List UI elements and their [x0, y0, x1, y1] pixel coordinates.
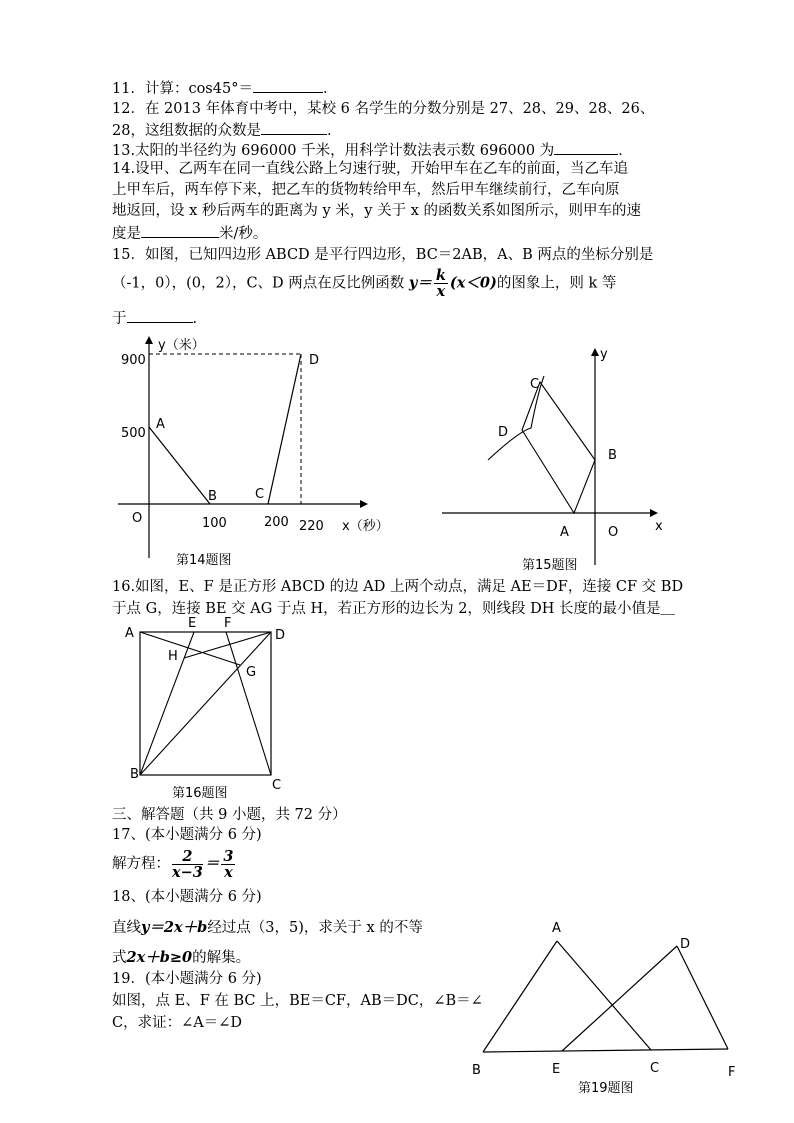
question-18-line1: [112, 918, 423, 938]
fig15-y-label: y: [600, 347, 608, 362]
fig14-tick-220: 220: [299, 519, 324, 534]
fig15-origin: O: [608, 525, 619, 540]
question-18-heading: 18、(本小题满分 6 分): [112, 889, 262, 905]
fig16-point-d: D: [275, 628, 286, 643]
q15-func-cond: (x＜0): [449, 274, 497, 292]
fig14-point-c: C: [255, 487, 265, 502]
fig14-tick-500: 500: [121, 426, 146, 441]
question-15-line3: [112, 308, 197, 329]
fig15-x-label: x: [655, 519, 663, 534]
fig14-tick-200: 200: [264, 515, 289, 530]
fig16-point-f: F: [224, 616, 232, 631]
question-14-line2: 上甲车后，两车停下来，把乙车的货物转给甲车，然后甲车继续前行，乙车向原: [112, 182, 620, 198]
q18-text-2: 经过点（3，5)，求关于 x 的不等: [207, 920, 423, 936]
q11-text: 11．计算：cos45°＝: [112, 81, 253, 97]
figure-16: [120, 612, 300, 802]
question-14-line4: [112, 223, 267, 244]
fig14-origin: O: [132, 511, 143, 526]
fig14-y-arrow: [145, 336, 153, 344]
q11-end: ．: [322, 81, 338, 97]
fig19-point-f: F: [728, 1065, 736, 1080]
fig16-caption: 第16题图: [172, 786, 228, 801]
q17-right-num: 3: [223, 847, 234, 865]
q18-text-4: 的解集。: [192, 950, 251, 966]
q11-answer-blank[interactable]: [253, 78, 323, 93]
fig14-caption: 第14题图: [176, 553, 232, 568]
figure-14: [118, 332, 418, 572]
fig19-point-a: A: [552, 921, 561, 936]
q17-right-den: x: [224, 863, 233, 881]
fig16-segment-ag: [140, 632, 240, 665]
fig19-point-c: C: [650, 1061, 660, 1076]
fig19-side-ac: [557, 941, 651, 1050]
fig16-point-g: G: [246, 665, 257, 680]
question-15-line1: 15．如图，已知四边形 ABCD 是平行四边形，BC＝2AB，A、B 两点的坐标分别是: [112, 247, 654, 263]
question-13: [112, 140, 633, 161]
q13-answer-blank[interactable]: [554, 140, 618, 155]
q14-text: 度是: [112, 226, 141, 242]
fig14-segment-cd: [268, 354, 301, 504]
q13-end: ．: [618, 143, 633, 159]
fig14-point-a: A: [156, 417, 165, 432]
question-17-heading: 17、(本小题满分 6 分): [112, 827, 262, 843]
fig16-segment-cf: [226, 632, 271, 775]
fig19-point-b: B: [472, 1063, 481, 1078]
q15-text-3: 于: [112, 311, 127, 327]
fig16-point-h: H: [168, 649, 178, 664]
fig15-caption: 第15题图: [522, 558, 578, 573]
fig19-caption: 第19题图: [578, 1081, 634, 1096]
question-11: [112, 78, 337, 99]
q15-frac-num: k: [435, 267, 446, 284]
section-3-heading: 三、解答题（共 9 小题，共 72 分）: [112, 807, 347, 823]
fig16-point-a: A: [125, 626, 134, 641]
q15-end: .: [192, 311, 198, 327]
fig19-point-e: E: [552, 1062, 561, 1077]
fig15-point-c: C: [530, 377, 540, 392]
fig15-y-arrow: [591, 348, 599, 356]
question-17-equation: [112, 846, 237, 882]
q15-func-y: y＝: [408, 274, 432, 292]
fig15-point-a: A: [560, 525, 569, 540]
fig16-point-e: E: [188, 616, 197, 631]
q12-end: ．: [326, 123, 342, 139]
question-16-line2: 于点 G，连接 BE 交 AG 于点 H，若正方形的边长为 2，则线段 DH 长度的最小值是＿: [112, 601, 675, 617]
fig14-segment-ab: [149, 427, 210, 504]
q17-left-den: x−3: [172, 863, 203, 881]
figure-15: [440, 340, 680, 575]
fig14-tick-900: 900: [121, 353, 146, 368]
q12-answer-blank[interactable]: [261, 120, 327, 135]
q15-answer-blank[interactable]: [127, 308, 193, 323]
question-15-line2: [112, 268, 616, 299]
q15-fraction: [434, 268, 448, 299]
fig19-base-bf: [483, 1049, 728, 1052]
question-19-heading: 19．(本小题满分 6 分): [112, 971, 262, 987]
fig14-tick-100: 100: [202, 516, 227, 531]
question-19-line2: C，求证：∠A＝∠D: [112, 1015, 242, 1031]
q17-label: 解方程：: [112, 856, 170, 872]
q18-text-3: 式: [112, 950, 127, 966]
fig19-side-ed: [562, 946, 677, 1051]
question-16-line1: 16.如图，E、F 是正方形 ABCD 的边 AD 上两个动点，满足 AE＝DF，连接 CF 交 BD: [112, 579, 684, 595]
fig15-point-b: B: [608, 448, 617, 463]
fig19-point-d: D: [680, 937, 691, 952]
q13-text: 13.太阳的半径约为 696000 千米，用科学计数法表示数 696000 为: [112, 143, 555, 159]
fig16-point-c: C: [272, 778, 282, 793]
fig14-point-d: D: [309, 353, 320, 368]
q14-answer-blank[interactable]: [141, 223, 219, 238]
fig16-segment-be: [140, 632, 194, 775]
question-14-line1: 14.设甲、乙两车在同一直线公路上匀速行驶，开始甲车在乙车的前面，当乙车追: [112, 161, 629, 177]
fig16-point-b: B: [130, 767, 139, 782]
fig14-x-label: x（秒）: [342, 519, 389, 534]
q18-inequality: 2x＋b≥0: [126, 949, 193, 966]
question-18-line2: [112, 948, 250, 968]
fig15-x-arrow: [650, 509, 658, 517]
fig14-y-label: y（米）: [158, 338, 205, 353]
q15-text: （-1，0），(0，2），C、D 两点在反比例函数: [112, 275, 405, 292]
q12-text: 28，这组数据的众数是: [112, 123, 261, 139]
question-12-line1: 12．在 2013 年体育中考中，某校 6 名学生的分数分别是 27、28、29、28、26、: [112, 101, 655, 117]
figure-19: [462, 916, 752, 1101]
question-19-line1: 如图，点 E、F 在 BC 上，BE＝CF，AB＝DC，∠B＝∠: [112, 993, 483, 1009]
fig14-point-b: B: [208, 489, 217, 504]
q17-left-fraction: [172, 849, 203, 880]
q14-unit: 米/秒。: [219, 226, 268, 242]
q18-line-equation: y＝2x＋b: [141, 919, 208, 936]
q17-right-fraction: [221, 849, 235, 880]
fig15-parallelogram: [522, 382, 595, 513]
q18-text-1: 直线: [112, 920, 141, 936]
q15-text-2: 的图象上，则 k 等: [496, 275, 617, 292]
fig19-side-df: [677, 946, 728, 1049]
question-12-line2: [112, 120, 341, 141]
q15-frac-den: x: [436, 283, 446, 300]
q17-left-num: 2: [172, 849, 203, 865]
fig14-x-arrow: [360, 500, 368, 508]
question-14-line3: 地返回，设 x 秒后两车的距离为 y 米，y 关于 x 的函数关系如图所示，则甲车的速: [112, 203, 641, 219]
fig19-side-ab: [483, 941, 557, 1052]
fig15-point-d: D: [498, 425, 509, 440]
q17-equals: ＝: [204, 855, 220, 872]
